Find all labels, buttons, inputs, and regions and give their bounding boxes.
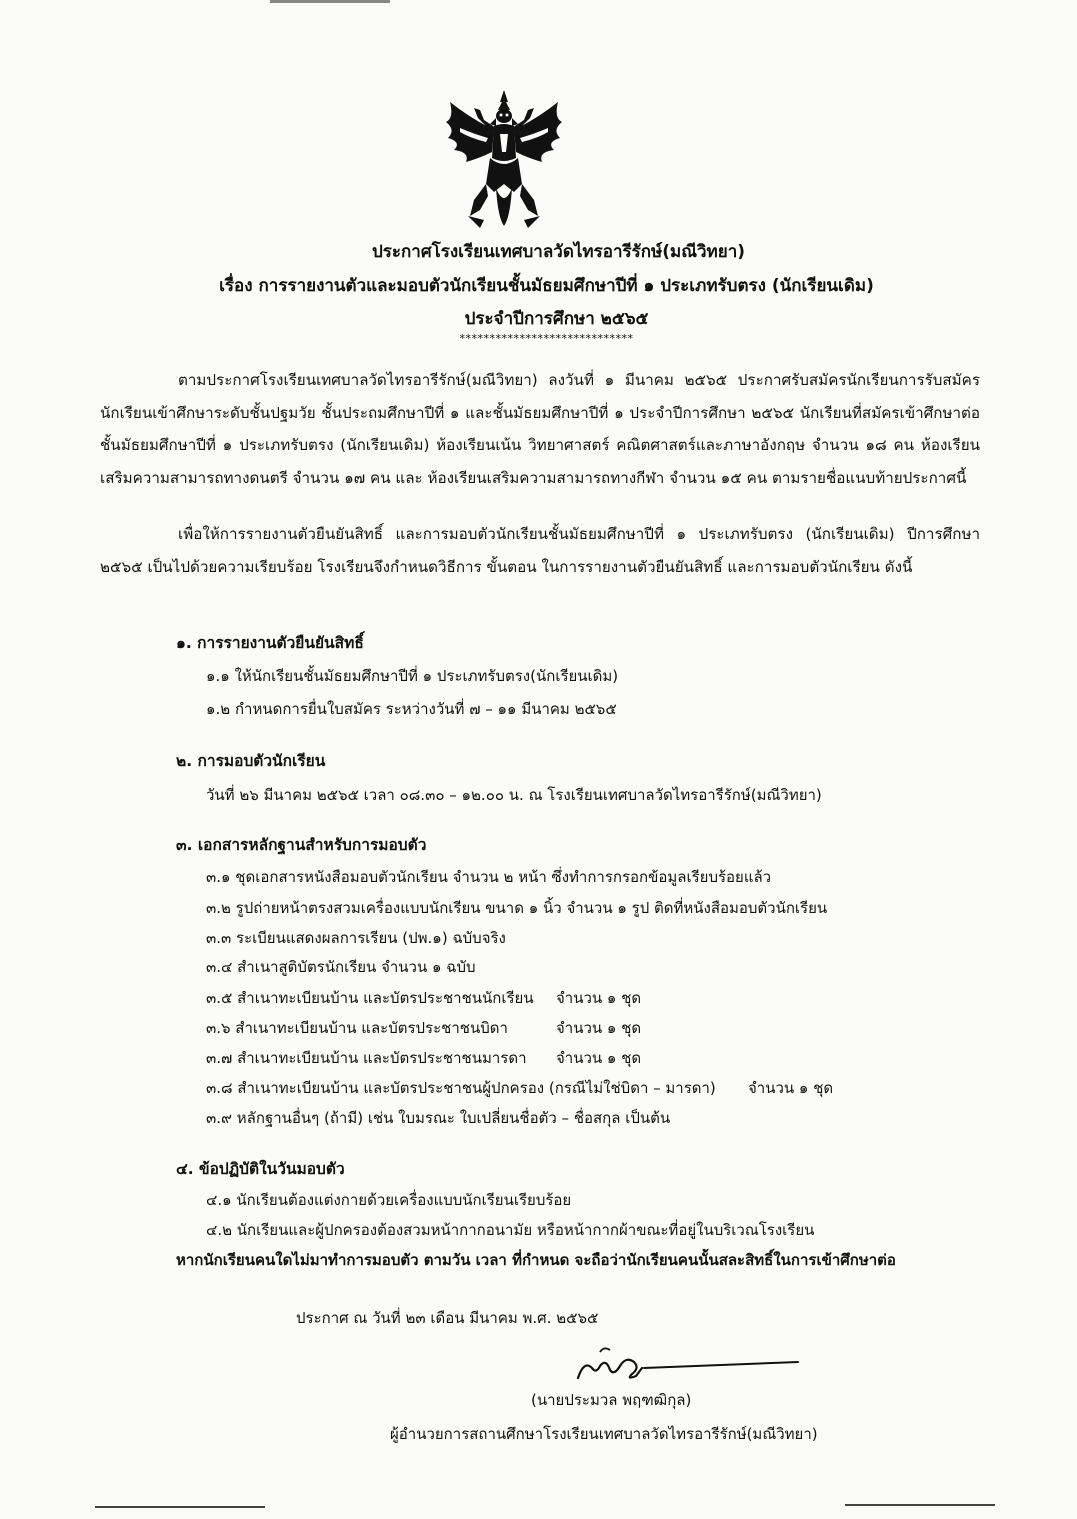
document-item: ๓.๘ สำเนาทะเบียนบ้าน และบัตรประชาชนผู้ปกครอง (กรณีไม่ใช่บิดา – มารดา) (206, 1079, 716, 1097)
announcement-subject: เรื่อง การรายงานตัวและมอบตัวนักเรียนชั้นมัธยมศึกษาปีที่ ๑ ประเภทรับตรง (นักเรียนเดิม) (219, 276, 874, 296)
section-4-item: ๔.๑ นักเรียนต้องแต่งกายด้วยเครื่องแบบนักเรียนเรียบร้อย (206, 1191, 572, 1209)
announcement-title: ประกาศโรงเรียนเทศบาลวัดไทรอารีรักษ์(มณีวิทยา) (371, 242, 746, 262)
section-1-title: ๑. การรายงานตัวยืนยันสิทธิ์ (176, 634, 364, 652)
purpose-paragraph (100, 518, 980, 583)
signature-icon (570, 1340, 810, 1390)
document-item: ๓.๖ สำเนาทะเบียนบ้าน และบัตรประชาชนบิดา (206, 1019, 508, 1037)
document-item: ๓.๔ สำเนาสูติบัตรนักเรียน จำนวน ๑ ฉบับ (206, 958, 476, 976)
scan-edge-mark (270, 0, 390, 3)
document-item: ๓.๕ สำเนาทะเบียนบ้าน และบัตรประชาชนนักเรียน (206, 989, 534, 1007)
announce-date: ประกาศ ณ วันที่ ๒๓ เดือน มีนาคม พ.ศ. ๒๕๖๕ (296, 1309, 599, 1327)
document-item: ๓.๙ หลักฐานอื่นๆ (ถ้ามี) เช่น ใบมรณะ ใบเปลี่ยนชื่อตัว – ชื่อสกุล เป็นต้น (206, 1109, 671, 1127)
document-item-quantity: จำนวน ๑ ชุด (556, 1019, 642, 1037)
document-item: ๓.๑ ชุดเอกสารหนังสือมอบตัวนักเรียน จำนวน ๒ หน้า ซึ่งทำการกรอกข้อมูลเรียบร้อยแล้ว (206, 868, 772, 886)
document-item-quantity: จำนวน ๑ ชุด (556, 989, 642, 1007)
intro-paragraph-text: ตามประกาศโรงเรียนเทศบาลวัดไทรอารีรักษ์(มณีวิทยา) ลงวันที่ ๑ มีนาคม ๒๕๖๕ ประกาศรับสมัครนักเรียนการรับสมัครนักเรียนเข้าศึกษาระดับชั้นปฐมวัย ชั้นประถมศึกษาปีที่ ๑ และชั้นมัธยมศึกษาปีที่ ๑ ประจำปีการศึกษา ๒๕๖๕ นักเรียนที่สมัครเข้าศึกษาต่อชั้นมัธยมศึกษาปีที่ ๑ ประเภทรับตรง (นักเรียนเดิม) ห้องเรียนเน้น วิทยาศาสตร์ คณิตศาสตร์และภาษาอังกฤษ จำนวน ๑๘ คน ห้องเรียนเสริมความสามารถทางดนตรี จำนวน ๑๗ คน และ ห้องเรียนเสริมความสามารถทางกีฬา จำนวน ๑๕ คน ตามรายชื่อแนบท้ายประกาศนี้ (100, 371, 980, 488)
section-2-title: ๒. การมอบตัวนักเรียน (176, 752, 326, 770)
document-item-quantity: จำนวน ๑ ชุด (556, 1049, 642, 1067)
document-item-quantity: จำนวน ๑ ชุด (748, 1079, 834, 1097)
garuda-emblem-icon (440, 88, 568, 232)
section-1-item: ๑.๒ กำหนดการยื่นใบสมัคร ระหว่างวันที่ ๗ – ๑๑ มีนาคม ๒๕๖๕ (206, 700, 617, 718)
signer-name: (นายประมวล พฤฑฒิกุล) (531, 1391, 692, 1409)
section-4-item: ๔.๒ นักเรียนและผู้ปกครองต้องสวมหน้ากากอนามัย หรือหน้ากากผ้าขณะที่อยู่ในบริเวณโรงเรียน (206, 1221, 815, 1239)
section-3-title: ๓. เอกสารหลักฐานสำหรับการมอบตัว (176, 836, 427, 854)
purpose-paragraph-text: เพื่อให้การรายงานตัวยืนยันสิทธิ์ และการมอบตัวนักเรียนชั้นมัธยมศึกษาปีที่ ๑ ประเภทรับตรง (นักเรียนเดิม) ปีการศึกษา ๒๕๖๕ เป็นไปด้วยความเรียบร้อย โรงเรียนจึงกำหนดวิธีการ ขั้นตอน ในการรายงานตัวยืนยันสิทธิ์ และการมอบตัวนักเรียน ดังนี้ (100, 525, 980, 576)
document-item: ๓.๗ สำเนาทะเบียนบ้าน และบัตรประชาชนมารดา (206, 1049, 527, 1067)
scan-edge-mark (845, 1504, 995, 1506)
section-4-title: ๔. ข้อปฏิบัติในวันมอบตัว (176, 1160, 345, 1178)
document-item: ๓.๓ ระเบียนแสดงผลการเรียน (ปพ.๑) ฉบับจริง (206, 929, 506, 947)
section-2-item: วันที่ ๒๖ มีนาคม ๒๕๖๕ เวลา ๐๘.๓๐ – ๑๒.๐๐ น. ณ โรงเรียนเทศบาลวัดไทรอารีรักษ์(มณีวิทยา) (206, 786, 822, 804)
separator-line: ***************************** (459, 332, 634, 345)
academic-year: ประจำปีการศึกษา ๒๕๖๕ (464, 309, 649, 329)
document-item: ๓.๒ รูปถ่ายหน้าตรงสวมเครื่องแบบนักเรียน ขนาด ๑ นิ้ว จำนวน ๑ รูป ติดที่หนังสือมอบตัวนักเรียน (206, 899, 828, 917)
section-1-item: ๑.๑ ให้นักเรียนชั้นมัธยมศึกษาปีที่ ๑ ประเภทรับตรง(นักเรียนเดิม) (206, 667, 619, 685)
signer-title: ผู้อำนวยการสถานศึกษาโรงเรียนเทศบาลวัดไทรอารีรักษ์(มณีวิทยา) (390, 1425, 818, 1443)
intro-paragraph (100, 364, 980, 495)
forfeit-warning: หากนักเรียนคนใดไม่มาทำการมอบตัว ตามวัน เวลา ที่กำหนด จะถือว่านักเรียนคนนั้นสละสิทธิ์ในการเข้าศึกษาต่อ (176, 1251, 896, 1269)
scan-edge-mark (95, 1506, 265, 1508)
